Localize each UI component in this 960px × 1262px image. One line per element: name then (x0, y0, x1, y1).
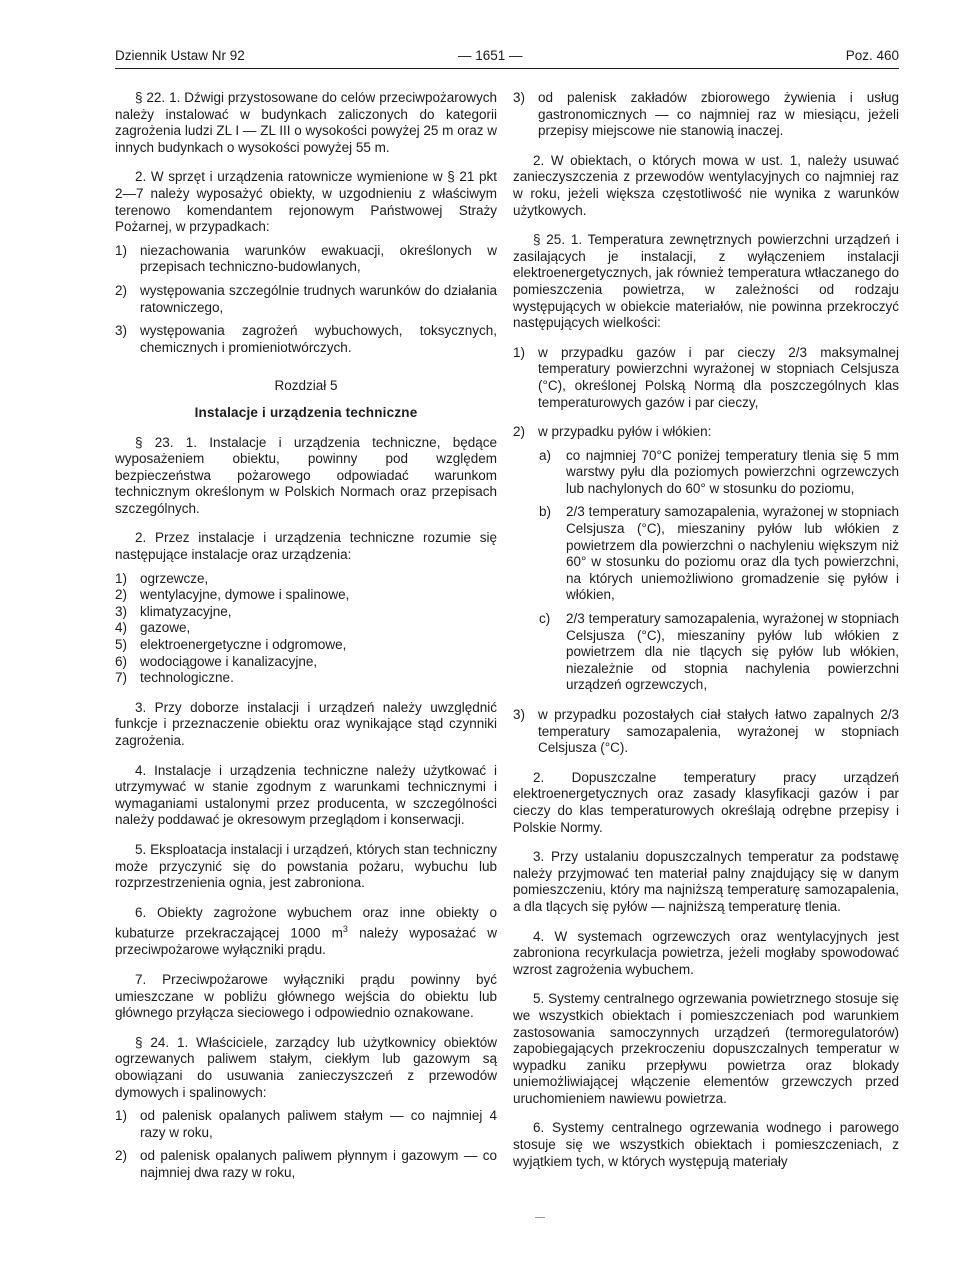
list-item: 5) elektroenergetyczne i odgromowe, (115, 637, 347, 653)
right-column (513, 90, 899, 1170)
paragraph-23-6: 6. Obiekty zagrożone wybuchem oraz inne obiekty o kubaturze przekraczającej 1000 $m^3$ należy wyposażać w przeciwpożarowe wyłączniki prądu. (115, 904, 497, 958)
chapter-heading: Rozdział 5 (274, 378, 338, 394)
paragraph-23-3: 3. Przy doborze instalacji i urządzeń należy uwzględnić funkcje i przeznaczenie obiektu oraz wynikające stąd czynniki zagrożenia. (115, 699, 497, 748)
list-item: 3) od palenisk zakładów zbiorowego żywienia i usług gastronomicznych — co najmniej raz w miesiącu, jeżeli przepisy miejscowe nie stanowią inaczej. (513, 90, 899, 139)
paragraph-25-3: 3. Przy ustalaniu dopuszczalnych temperatur za podstawę należy przyjmować ten materiał palny znajdujący się w danym pomieszczeniu, który ma najniższą temperaturę samozapalenia, a dla tlących się pyłów — najniższą temperaturę tlenia. (513, 849, 899, 914)
list-23 (115, 571, 497, 687)
list-item: 2) od palenisk opalanych paliwem płynnym i gazowym — co najmniej dwa razy w roku, (115, 1148, 497, 1180)
list-item: 7) technologiczne. (115, 670, 234, 686)
paragraph-23-5: 5. Eksploatacja instalacji i urządzeń, których stan techniczny może przyczynić się do powstania pożaru, wybuchu lub rozprzestrzenienia ognia, jest zabroniona. (115, 841, 497, 891)
sub-list-item: c) 2/3 temperatury samozapalenia, wyrażonej w stopniach Celsjusza (°C), mieszaniny pyłów lub włókien z powietrzem dla nie tlących się pyłów lub włókien, niezależnie od stopnia nachylenia powierzchni urządzeń ogrzewczych, (539, 611, 899, 693)
sub-list-item: a) co najmniej 70°C poniżej temperatury tlenia się 5 mm warstwy pyłu dla poziomych powierzchni ogrzewczych lub nachylonych do 60° w stosunku do poziomu, (539, 447, 899, 496)
page-number: — 1651 — (458, 48, 523, 63)
position-number: Poz. 460 (845, 48, 899, 63)
left-column (115, 90, 497, 1182)
paragraph-22-1: § 22. 1. Dźwigi przystosowane do celów przeciwpożarowych należy instalować w budynkach zaliczonych do kategorii zagrożenia ludzi ZL I — ZL III o wysokości powyżej 25 m oraz w innych budynkach o wysokości powyżej 55 m. (115, 90, 497, 155)
paragraph-25-4: 4. W systemach ogrzewczych oraz wentylacyjnych jest zabroniona recyrkulacja powietrza, jeżeli mogłaby spowodować wzrost zagrożenia wybuchem. (513, 928, 899, 977)
list-item: 1) ogrzewcze, (115, 570, 209, 586)
list-24 (115, 1108, 497, 1181)
paragraph-25-2: 2. Dopuszczalne temperatury pracy urządzeń elektroenergetycznych oraz zasady klasyfikacji gazów i par cieczy do klas temperaturowych określają odrębne przepisy i Polskie Normy. (513, 769, 899, 835)
footer-mark (535, 1217, 545, 1218)
paragraph-25-6: 6. Systemy centralnego ogrzewania wodnego i parowego stosuje się we wszystkich obiektach i pomieszczeniach, z wyjątkiem tych, w których występują materiały (513, 1120, 899, 1169)
list-item: 1) od palenisk opalanych paliwem stałym — co najmniej 4 razy w roku, (115, 1108, 497, 1140)
list-item: 4) gazowe, (115, 620, 191, 636)
paragraph-23-7: 7. Przeciwpożarowe wyłączniki prądu powinny być umieszczane w pobliżu głównego wejścia do obiektu lub głównego przyłącza sieciowego i odpowiednio oznakowane. (115, 972, 497, 1021)
paragraph-22-2: 2. W sprzęt i urządzenia ratownicze wymienione w § 21 pkt 2—7 należy wyposażyć obiekty, w uzgodnieniu z właściwym terenowo komendantem rejonowym Państwowej Straży Pożarnej, w przypadkach: (115, 169, 497, 235)
list-22 (115, 243, 497, 357)
list-item: 3) występowania zagrożeń wybuchowych, toksycznych, chemicznych i promieniotwórczych. (115, 323, 497, 355)
paragraph-25-5: 5. Systemy centralnego ogrzewania powietrznego stosuje się we wszystkich obiektach i pomieszczeniach pod warunkiem zastosowania samoczynnych urządzeń (termoregulatorów) zapobiegających przekroczeniu dopuszczalnych temperatur w wypadku zaniku przepływu powietrza oraz blokady uniemożliwiającej włączenie elementów grzewczych przed uruchomieniem nawiewu powietrza. (513, 991, 899, 1106)
list-item: 2) w przypadku pyłów i włókien: (513, 424, 712, 440)
list-item: 3) w przypadku pozostałych ciał stałych łatwo zapalnych 2/3 temperatury samozapalenia, wyrażonej w stopniach Celsjusza (°C). (513, 707, 899, 756)
list-item: 1) niezachowania warunków ewakuacji, określonych w przepisach techniczno-budowlanych, (115, 242, 497, 275)
page-header (115, 48, 899, 70)
paragraph-25-1: § 25. 1. Temperatura zewnętrznych powierzchni urządzeń i zasilających je instalacji, z wyłączeniem instalacji elektroenergetycznych, jak również temperatura wtłaczanego do pomieszczenia powietrza, w zależności od rodzaju występujących w obiekcie materiałów, nie powinna przekroczyć następujących wielkości: (513, 232, 899, 331)
paragraph-24-1: § 24. 1. Właściciele, zarządcy lub użytkownicy obiektów ogrzewanych paliwem stałym, ciekłym lub gazowym są obowiązani do usuwania zanieczyszczeń z przewodów dymowych i spalinowych: (115, 1034, 497, 1100)
journal-title: Dziennik Ustaw Nr 92 (115, 48, 245, 63)
paragraph-23-2: 2. Przez instalacje i urządzenia techniczne rozumie się następujące instalacje oraz urządzenia: (115, 530, 497, 563)
sub-list-item: b) 2/3 temperatury samozapalenia, wyrażonej w stopniach Celsjusza (°C), mieszaniny pyłów lub włókien z powietrzem dla powierzchni o nachyleniu większym niż 60° w stosunku do poziomu oraz dla tych powierzchni, na których uniemożliwiono gromadzenie się pyłów i włókien, (539, 504, 899, 603)
list-item: 2) wentylacyjne, dymowe i spalinowe, (115, 587, 350, 603)
list-item: 1) w przypadku gazów i par cieczy 2/3 maksymalnej temperatury powierzchni wyrażonej w stopniach Celsjusza (°C), określonej Polską Normą dla poszczególnych klas temperaturowych gazów i par cieczy, (513, 344, 899, 410)
list-item: 6) wodociągowe i kanalizacyjne, (115, 653, 318, 669)
list-item: 3) klimatyzacyjne, (115, 603, 232, 619)
superscript-3: 3 (342, 924, 348, 935)
chapter-title: Instalacje i urządzenia techniczne (194, 404, 418, 420)
list-item: 2) występowania szczególnie trudnych warunków do działania ratowniczego, (115, 282, 497, 315)
paragraph-23-1: § 23. 1. Instalacje i urządzenia techniczne, będące wyposażeniem obiektu, powinny pod względem bezpieczeństwa pożarowego odpowiadać warunkom technicznym określonym w Polskich Normach oraz przepisach szczególnych. (115, 434, 497, 516)
paragraph-23-4: 4. Instalacje i urządzenia techniczne należy użytkować i utrzymywać w stanie zgodnym z warunkami technicznymi i wymaganiami ustalonymi przez producenta, w szczególności należy poddawać je okresowym przeglądom i konserwacji. (115, 762, 497, 828)
header-rule (115, 68, 899, 69)
paragraph-24-2: 2. W obiektach, o których mowa w ust. 1, należy usuwać zanieczyszczenia z przewodów wentylacyjnych co najmniej raz w roku, jeżeli większa częstotliwość nie wynika z warunków użytkowych. (513, 152, 899, 218)
